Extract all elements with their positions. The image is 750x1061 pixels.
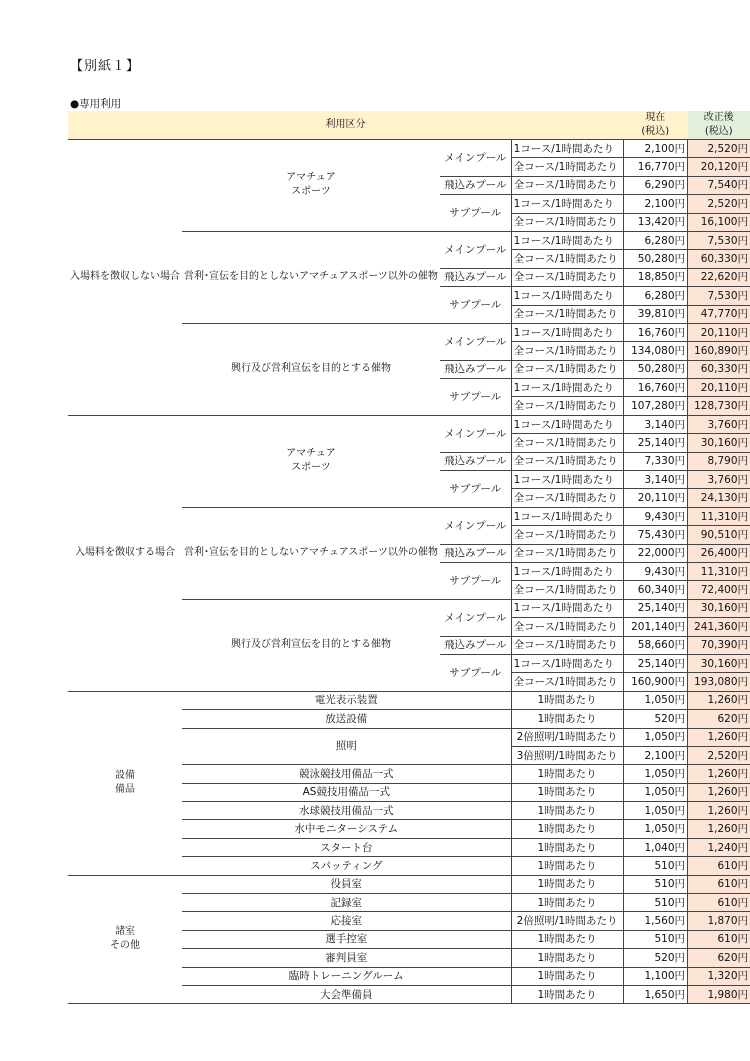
revised-price: 70,390円 [688, 636, 750, 654]
unit: 1コース/1時間あたり [511, 195, 623, 213]
revised-price: 1,260円 [688, 691, 750, 709]
revised-price: 7,530円 [688, 231, 750, 249]
revised-price: 1,980円 [688, 985, 750, 1003]
current-price: 1,050円 [623, 820, 687, 838]
unit: 1時間あたり [511, 783, 623, 801]
current-price: 510円 [623, 894, 687, 912]
current-price: 16,760円 [623, 379, 687, 397]
current-price: 16,770円 [623, 158, 687, 176]
revised-price: 1,260円 [688, 765, 750, 783]
revised-price: 72,400円 [688, 581, 750, 599]
subgroup-commercial: 興行及び営利宣伝を目的とする催物 [182, 599, 440, 691]
revised-price: 60,330円 [688, 250, 750, 268]
current-price: 18,850円 [623, 268, 687, 286]
revised-price: 610円 [688, 857, 750, 875]
revised-price: 26,400円 [688, 544, 750, 562]
revised-price: 1,260円 [688, 820, 750, 838]
current-price: 2,100円 [623, 140, 687, 158]
revised-price: 2,520円 [688, 140, 750, 158]
current-price: 107,280円 [623, 397, 687, 415]
unit: 1時間あたり [511, 875, 623, 893]
unit: 1コース/1時間あたり [511, 507, 623, 525]
unit: 全コース/1時間あたり [511, 305, 623, 323]
unit: 1コース/1時間あたり [511, 562, 623, 580]
revised-price: 90,510円 [688, 526, 750, 544]
current-price: 1,100円 [623, 967, 687, 985]
unit: 2倍照明/1時間あたり [511, 912, 623, 930]
revised-price: 1,260円 [688, 783, 750, 801]
unit: 1コース/1時間あたり [511, 471, 623, 489]
current-price: 60,340円 [623, 581, 687, 599]
item-name: 電光表示装置 [182, 691, 511, 709]
unit: 全コース/1時間あたり [511, 526, 623, 544]
current-price: 50,280円 [623, 360, 687, 378]
current-price: 58,660円 [623, 636, 687, 654]
unit: 1時間あたり [511, 765, 623, 783]
unit: 全コース/1時間あたり [511, 213, 623, 231]
facility-main: メインプール [440, 323, 511, 360]
current-price: 160,900円 [623, 673, 687, 691]
facility-main: メインプール [440, 231, 511, 268]
fee-table [68, 111, 750, 1004]
revised-price: 2,520円 [688, 746, 750, 764]
revised-price: 60,330円 [688, 360, 750, 378]
unit: 全コース/1時間あたり [511, 544, 623, 562]
current-price: 6,280円 [623, 231, 687, 249]
unit: 1コース/1時間あたり [511, 379, 623, 397]
item-name: 放送設備 [182, 710, 511, 728]
item-name: 水中モニターシステム [182, 820, 511, 838]
revised-price: 241,360円 [688, 618, 750, 636]
unit: 全コース/1時間あたり [511, 360, 623, 378]
item-name: スタート台 [182, 838, 511, 856]
unit: 全コース/1時間あたり [511, 268, 623, 286]
current-price: 20,110円 [623, 489, 687, 507]
revised-price: 7,540円 [688, 176, 750, 194]
table-row [68, 140, 750, 158]
revised-price: 1,260円 [688, 802, 750, 820]
current-price: 39,810円 [623, 305, 687, 323]
unit: 全コース/1時間あたり [511, 397, 623, 415]
revised-price: 193,080円 [688, 673, 750, 691]
unit: 1コース/1時間あたり [511, 287, 623, 305]
unit: 1時間あたり [511, 985, 623, 1003]
revised-price: 128,730円 [688, 397, 750, 415]
unit: 全コース/1時間あたり [511, 250, 623, 268]
item-name: 審判員室 [182, 949, 511, 967]
item-name: AS競技用備品一式 [182, 783, 511, 801]
unit: 1時間あたり [511, 894, 623, 912]
unit: 3倍照明/1時間あたり [511, 746, 623, 764]
unit: 全コース/1時間あたり [511, 434, 623, 452]
unit: 1時間あたり [511, 710, 623, 728]
revised-price: 620円 [688, 949, 750, 967]
revised-price: 610円 [688, 875, 750, 893]
facility-dive: 飛込みプール [440, 360, 511, 378]
facility-main: メインプール [440, 140, 511, 177]
revised-price: 30,160円 [688, 654, 750, 672]
unit: 1コース/1時間あたり [511, 415, 623, 433]
unit: 1コース/1時間あたり [511, 599, 623, 617]
facility-main: メインプール [440, 599, 511, 636]
unit: 全コース/1時間あたり [511, 342, 623, 360]
revised-price: 1,870円 [688, 912, 750, 930]
revised-price: 20,110円 [688, 323, 750, 341]
revised-price: 160,890円 [688, 342, 750, 360]
current-price: 25,140円 [623, 434, 687, 452]
table-row [68, 875, 750, 893]
current-price: 16,760円 [623, 323, 687, 341]
facility-main: メインプール [440, 415, 511, 452]
revised-price: 3,760円 [688, 471, 750, 489]
current-price: 1,050円 [623, 783, 687, 801]
item-name: 選手控室 [182, 930, 511, 948]
revised-price: 610円 [688, 894, 750, 912]
group-equipment: 設備 備品 [68, 691, 182, 875]
item-name: 臨時トレーニングルーム [182, 967, 511, 985]
unit: 1コース/1時間あたり [511, 140, 623, 158]
facility-dive: 飛込みプール [440, 268, 511, 286]
section-title: ●専用利用 [70, 98, 122, 110]
facility-sub: サブプール [440, 379, 511, 416]
item-name: 大会準備員 [182, 985, 511, 1003]
facility-sub: サブプール [440, 562, 511, 599]
revised-price: 11,310円 [688, 562, 750, 580]
current-price: 9,430円 [623, 507, 687, 525]
revised-price: 2,520円 [688, 195, 750, 213]
current-price: 25,140円 [623, 654, 687, 672]
unit: 全コース/1時間あたり [511, 673, 623, 691]
table-header-row [68, 111, 750, 140]
unit: 全コース/1時間あたり [511, 452, 623, 470]
group-not-collect: 入場料を徴収しない場合 [68, 140, 182, 416]
revised-price: 16,100円 [688, 213, 750, 231]
subgroup-nonprofit: 営利･宣伝を目的としないアマチュアスポーツ以外の催物 [182, 507, 440, 599]
current-price: 1,050円 [623, 802, 687, 820]
unit: 1時間あたり [511, 857, 623, 875]
unit: 全コース/1時間あたり [511, 489, 623, 507]
group-rooms: 諸室 その他 [68, 875, 182, 1004]
revised-price: 22,620円 [688, 268, 750, 286]
current-price: 1,040円 [623, 838, 687, 856]
subgroup-amateur: アマチュア スポーツ [182, 415, 440, 507]
subgroup-commercial: 興行及び営利宣伝を目的とする催物 [182, 323, 440, 415]
current-price: 134,080円 [623, 342, 687, 360]
facility-sub: サブプール [440, 195, 511, 232]
facility-dive: 飛込みプール [440, 176, 511, 194]
revised-price: 20,110円 [688, 379, 750, 397]
unit: 1コース/1時間あたり [511, 323, 623, 341]
unit: 2倍照明/1時間あたり [511, 728, 623, 746]
revised-price: 610円 [688, 930, 750, 948]
facility-dive: 飛込みプール [440, 636, 511, 654]
item-name: スパッティング [182, 857, 511, 875]
revised-price: 11,310円 [688, 507, 750, 525]
item-name: 水球競技用備品一式 [182, 802, 511, 820]
unit: 1時間あたり [511, 930, 623, 948]
unit: 全コース/1時間あたり [511, 176, 623, 194]
unit: 全コース/1時間あたり [511, 636, 623, 654]
item-name: 役員室 [182, 875, 511, 893]
item-name: 応接室 [182, 912, 511, 930]
revised-price: 3,760円 [688, 415, 750, 433]
revised-price: 47,770円 [688, 305, 750, 323]
unit: 全コース/1時間あたり [511, 158, 623, 176]
table-row [68, 691, 750, 709]
revised-price: 1,240円 [688, 838, 750, 856]
group-collect: 入場料を徴収する場合 [68, 415, 182, 691]
unit: 1時間あたり [511, 838, 623, 856]
facility-sub: サブプール [440, 471, 511, 508]
unit: 1時間あたり [511, 949, 623, 967]
revised-price: 620円 [688, 710, 750, 728]
revised-price: 24,130円 [688, 489, 750, 507]
unit: 1コース/1時間あたり [511, 654, 623, 672]
item-name: 照明 [182, 728, 511, 765]
current-price: 2,100円 [623, 746, 687, 764]
current-price: 25,140円 [623, 599, 687, 617]
revised-price: 7,530円 [688, 287, 750, 305]
revised-price: 1,320円 [688, 967, 750, 985]
revised-price: 20,120円 [688, 158, 750, 176]
item-name: 競泳競技用備品一式 [182, 765, 511, 783]
current-price: 1,050円 [623, 728, 687, 746]
revised-price: 8,790円 [688, 452, 750, 470]
header-current: 現在 (税込) [623, 111, 687, 140]
current-price: 7,330円 [623, 452, 687, 470]
current-price: 3,140円 [623, 415, 687, 433]
current-price: 75,430円 [623, 526, 687, 544]
current-price: 201,140円 [623, 618, 687, 636]
unit: 全コース/1時間あたり [511, 581, 623, 599]
current-price: 1,650円 [623, 985, 687, 1003]
current-price: 3,140円 [623, 471, 687, 489]
current-price: 510円 [623, 857, 687, 875]
current-price: 13,420円 [623, 213, 687, 231]
facility-main: メインプール [440, 507, 511, 544]
current-price: 6,280円 [623, 287, 687, 305]
facility-dive: 飛込みプール [440, 452, 511, 470]
table-row [68, 415, 750, 433]
revised-price: 30,160円 [688, 434, 750, 452]
subgroup-amateur: アマチュア スポーツ [182, 140, 440, 232]
current-price: 1,050円 [623, 691, 687, 709]
facility-sub: サブプール [440, 287, 511, 324]
item-name: 記録室 [182, 894, 511, 912]
current-price: 1,050円 [623, 765, 687, 783]
current-price: 50,280円 [623, 250, 687, 268]
revised-price: 1,260円 [688, 728, 750, 746]
current-price: 9,430円 [623, 562, 687, 580]
current-price: 2,100円 [623, 195, 687, 213]
current-price: 510円 [623, 930, 687, 948]
facility-dive: 飛込みプール [440, 544, 511, 562]
document-label: 【別紙１】 [70, 59, 141, 74]
subgroup-nonprofit: 営利･宣伝を目的としないアマチュアスポーツ以外の催物 [182, 231, 440, 323]
unit: 1時間あたり [511, 967, 623, 985]
unit: 1時間あたり [511, 802, 623, 820]
current-price: 520円 [623, 710, 687, 728]
revised-price: 30,160円 [688, 599, 750, 617]
current-price: 520円 [623, 949, 687, 967]
current-price: 510円 [623, 875, 687, 893]
facility-sub: サブプール [440, 654, 511, 691]
current-price: 22,000円 [623, 544, 687, 562]
unit: 1時間あたり [511, 820, 623, 838]
current-price: 1,560円 [623, 912, 687, 930]
header-revised: 改正後 (税込) [688, 111, 750, 140]
unit: 1時間あたり [511, 691, 623, 709]
unit: 全コース/1時間あたり [511, 618, 623, 636]
unit: 1コース/1時間あたり [511, 231, 623, 249]
header-category: 利用区分 [68, 111, 623, 140]
current-price: 6,290円 [623, 176, 687, 194]
